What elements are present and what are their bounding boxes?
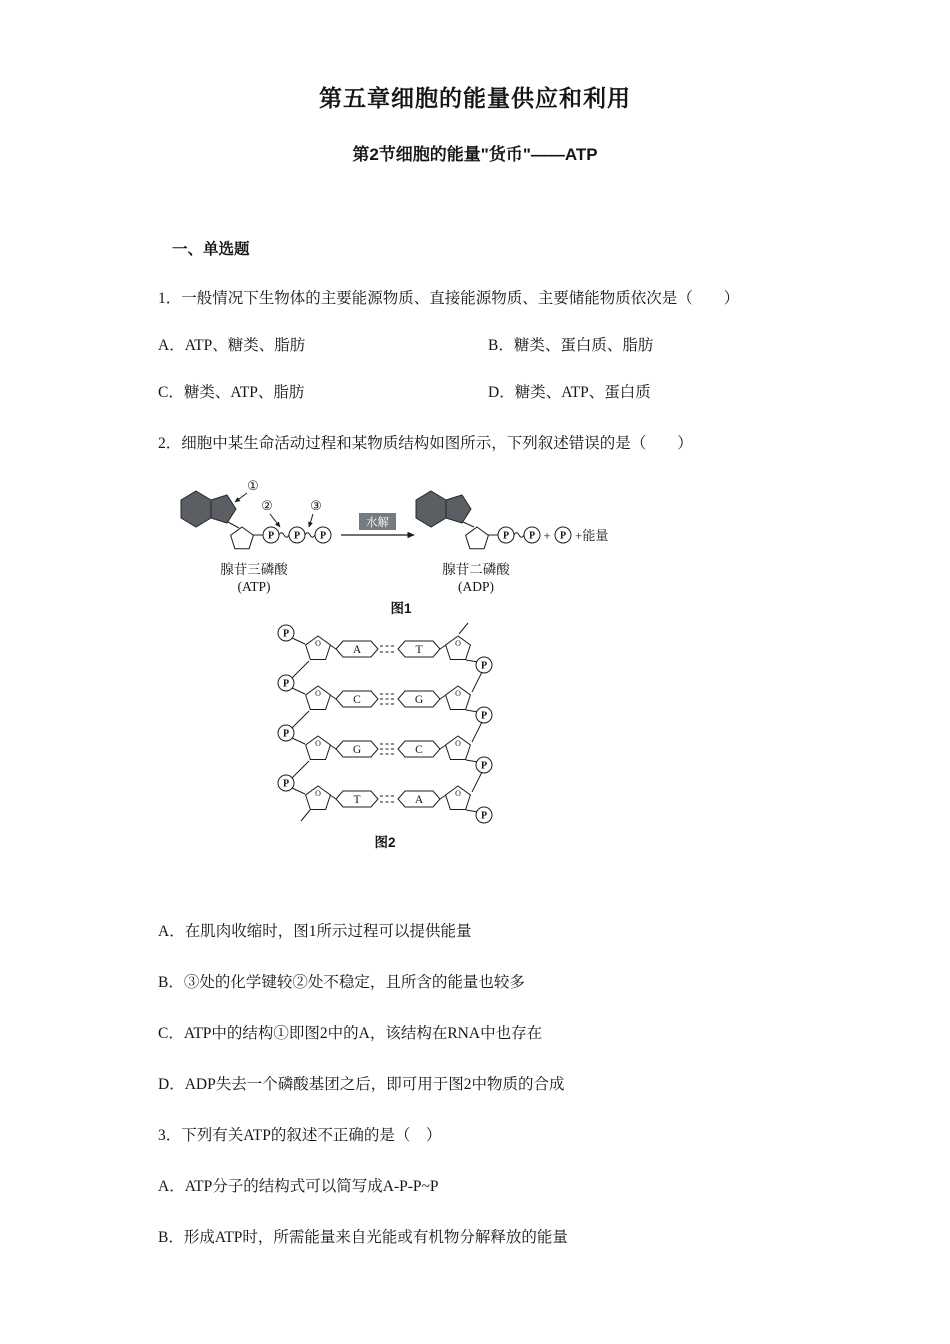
question-1-stem: 1．一般情况下生物体的主要能源物质、直接能源物质、主要储能物质依次是（ ）: [158, 290, 740, 307]
q2-option-a: A．在肌肉收缩时，图1所示过程可以提供能量: [158, 923, 472, 940]
figure-2-caption: 图2: [374, 835, 396, 850]
base-letter: C: [353, 694, 361, 706]
phosphate-label: P: [293, 530, 301, 542]
section-header: 一、单选题: [172, 241, 250, 258]
base-letter: G: [352, 744, 362, 756]
adenine-hexagon: [181, 491, 211, 527]
base-letter: A: [352, 644, 362, 656]
base-letter: G: [414, 694, 424, 706]
figure-1-caption: 图1: [390, 601, 412, 616]
bond-mark-2: ②: [261, 498, 273, 513]
q1-option-b: B．糖类、蛋白质、脂肪: [488, 337, 654, 354]
base-pair-row-1: [278, 625, 492, 692]
phosphate-label: P: [528, 530, 536, 542]
q2-option-d: D．ADP失去一个磷酸基团之后，即可用于图2中物质的合成: [158, 1076, 565, 1093]
plus-sign: +: [543, 528, 551, 543]
adenine-hexagon: [416, 491, 446, 527]
svg-text:P: P: [282, 728, 290, 740]
svg-text:P: P: [480, 760, 488, 772]
svg-text:P: P: [282, 678, 290, 690]
base-pair-row-3: [278, 725, 492, 792]
svg-text:O: O: [315, 789, 321, 798]
dna-structure-diagram: [270, 617, 500, 829]
adp-name: 腺苷二磷酸: [442, 562, 510, 577]
page-subtitle: 第2节细胞的能量"货币"——ATP: [352, 145, 598, 164]
q1-option-d: D．糖类、ATP、蛋白质: [488, 384, 651, 401]
q3-option-b: B．形成ATP时，所需能量来自光能或有机物分解释放的能量: [158, 1229, 568, 1246]
svg-text:P: P: [480, 660, 488, 672]
bond-mark-3: ③: [310, 498, 322, 513]
q1-option-a: A．ATP、糖类、脂肪: [158, 337, 306, 354]
hydrolysis-label: 水解: [366, 517, 389, 529]
svg-text:O: O: [455, 739, 461, 748]
q1-option-c: C．糖类、ATP、脂肪: [158, 384, 305, 401]
question-1-options-row-1: [158, 335, 792, 357]
base-letter: T: [353, 794, 361, 806]
base-letter: C: [415, 744, 423, 756]
bond-mark-1: ①: [247, 478, 259, 493]
svg-text:O: O: [315, 689, 321, 698]
ribose-pentagon: [231, 527, 254, 549]
atp-molecule: [181, 478, 331, 594]
adenine-pentagon: [211, 495, 236, 523]
base-letter: A: [414, 794, 424, 806]
question-2-stem: 2．细胞中某生命活动过程和某物质结构如图所示，下列叙述错误的是（ ）: [158, 435, 693, 452]
phosphate-label: P: [502, 530, 510, 542]
ribose-pentagon: [466, 527, 489, 549]
atp-hydrolysis-diagram: [166, 477, 636, 595]
adp-abbr: (ADP): [458, 579, 494, 594]
energy-label: +能量: [575, 528, 609, 543]
adenine-pentagon: [446, 495, 471, 523]
hydrolysis-arrow: [341, 513, 414, 535]
figure-1: [166, 477, 636, 617]
figure-2: [270, 617, 500, 851]
phosphate-label: P: [267, 530, 275, 542]
question-3-stem: 3．下列有关ATP的叙述不正确的是（ ）: [158, 1127, 442, 1144]
svg-text:P: P: [480, 810, 488, 822]
base-pair-row-4: [278, 775, 492, 823]
adp-molecule: [416, 491, 608, 594]
svg-text:O: O: [315, 739, 321, 748]
phosphate-label: P: [559, 530, 567, 542]
base-letter: T: [415, 644, 423, 656]
svg-text:O: O: [455, 789, 461, 798]
svg-text:P: P: [282, 778, 290, 790]
atp-name: 腺苷三磷酸: [220, 562, 288, 577]
q2-option-b: B．③处的化学键较②处不稳定，且所含的能量也较多: [158, 974, 525, 991]
q2-option-c: C．ATP中的结构①即图2中的A，该结构在RNA中也存在: [158, 1025, 543, 1042]
page-title: 第五章细胞的能量供应和利用: [319, 85, 631, 111]
svg-text:P: P: [480, 710, 488, 722]
svg-text:O: O: [455, 639, 461, 648]
phosphate-label: P: [319, 530, 327, 542]
question-1-options-row-2: [158, 382, 792, 404]
svg-text:O: O: [455, 689, 461, 698]
atp-abbr: (ATP): [237, 579, 271, 594]
svg-text:P: P: [282, 628, 290, 640]
q3-option-a: A．ATP分子的结构式可以简写成A-P-P~P: [158, 1178, 439, 1195]
base-pair-row-2: [278, 675, 492, 742]
svg-text:O: O: [315, 639, 321, 648]
